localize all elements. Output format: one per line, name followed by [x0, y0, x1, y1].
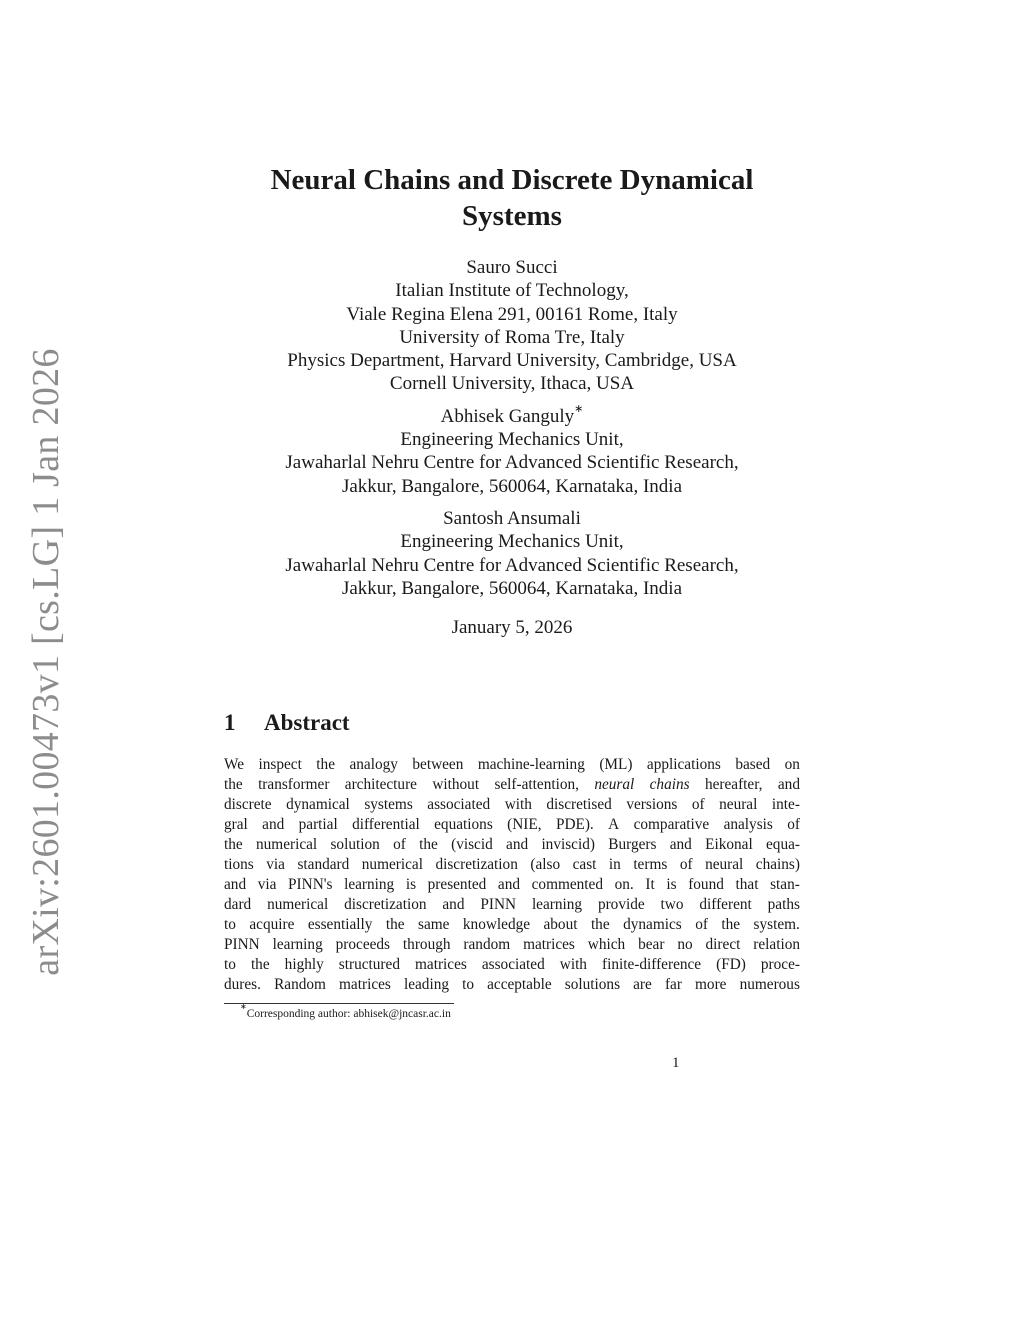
abstract-line	[224, 975, 800, 995]
author-name: Santosh Ansumali	[443, 507, 581, 529]
abstract-word: commented	[531, 876, 603, 893]
abstract-line	[224, 795, 800, 815]
abstract-word: on.	[614, 876, 634, 893]
abstract-word: discretization	[344, 896, 427, 913]
abstract-word: partial	[298, 816, 338, 833]
affiliation-line: Jakkur, Bangalore, 560064, Karnataka, India	[341, 577, 683, 599]
abstract-word: analysis	[723, 816, 773, 833]
abstract-word-italic: neural	[594, 776, 635, 793]
abstract-word: discretised	[546, 796, 612, 813]
abstract-word: standard	[297, 856, 350, 873]
abstract-word: of	[393, 836, 406, 853]
abstract-word: acquire	[249, 916, 295, 933]
abstract-word: finite-difference	[602, 956, 702, 973]
abstract-word: transformer	[258, 776, 330, 793]
author-name-row	[212, 405, 812, 428]
abstract-word: analogy	[349, 756, 398, 773]
abstract-word: inviscid)	[541, 836, 595, 853]
abstract-word: systems	[364, 796, 413, 813]
abstract-word: the	[316, 756, 335, 773]
abstract-word: learning	[344, 876, 395, 893]
abstract-word: based	[735, 756, 771, 773]
page-number: 1	[672, 1055, 680, 1071]
abstract-word: (viscid	[451, 836, 493, 853]
abstract-line	[224, 835, 800, 855]
abstract-line	[224, 915, 800, 935]
abstract-word: of	[679, 856, 693, 873]
paper-title	[212, 162, 812, 234]
abstract-word: PINN	[480, 896, 517, 913]
abstract-word: and	[224, 876, 247, 893]
abstract-word: architecture	[344, 776, 417, 793]
abstract-word: Eikonal	[705, 836, 753, 853]
abstract-word: relation	[753, 936, 800, 953]
abstract-word: the	[224, 836, 243, 853]
publication-date: January 5, 2026	[451, 617, 573, 639]
abstract-word: applications	[646, 756, 721, 773]
abstract-word: same	[418, 916, 450, 933]
abstract-word: knowledge	[462, 916, 531, 933]
abstract-word: (ML)	[599, 756, 633, 773]
section-title: Abstract	[264, 710, 350, 735]
abstract-word: hereafter,	[704, 776, 763, 793]
abstract-word: (also	[530, 856, 561, 873]
paper-title-line: Neural Chains and Discrete Dynamical	[270, 164, 754, 196]
abstract-word: to	[224, 956, 236, 973]
abstract-word: numerical	[256, 836, 318, 853]
affiliation-line: Italian Institute of Technology,	[395, 280, 629, 302]
affiliation-line: Jawaharlal Nehru Centre for Advanced Scientific Research,	[285, 452, 739, 474]
abstract-word: Random	[274, 976, 326, 993]
abstract-word: It	[645, 876, 655, 893]
abstract-word: that	[735, 876, 759, 893]
abstract-word: the	[419, 836, 438, 853]
abstract-word: PINN	[224, 936, 260, 953]
abstract-word: is	[666, 876, 677, 893]
abstract-word: no	[677, 936, 693, 953]
abstract-word: numerical	[361, 856, 423, 873]
author-name: Abhisek Ganguly	[440, 405, 575, 427]
affiliation-line: Physics Department, Harvard University, Cambridge, USA	[287, 350, 737, 372]
abstract-word: gral	[224, 816, 248, 833]
abstract-word: via	[266, 856, 285, 873]
abstract-word: (FD)	[716, 956, 746, 973]
author-block	[212, 256, 812, 396]
abstract-word: chains)	[755, 856, 800, 873]
abstract-word: is	[405, 876, 417, 893]
abstract-word: discrete	[224, 796, 272, 813]
abstract-word: in	[608, 856, 621, 873]
affiliation-line: Engineering Mechanics Unit,	[400, 531, 624, 553]
abstract-word: the	[224, 776, 243, 793]
abstract-word: solution	[330, 836, 380, 853]
abstract-line	[224, 895, 800, 915]
abstract-word: paths	[767, 896, 800, 913]
abstract-word: equa-	[766, 836, 800, 853]
abstract-word: dynamical	[286, 796, 350, 813]
abstract-word: terms	[633, 856, 668, 873]
abstract-word: PDE).	[555, 816, 594, 833]
abstract-line	[224, 875, 800, 895]
abstract-word: the	[385, 916, 405, 933]
paper-title-line: Systems	[462, 200, 562, 232]
abstract-word: learning	[531, 896, 583, 913]
abstract-word: and	[669, 836, 692, 853]
abstract-word: associated	[427, 796, 491, 813]
abstract-word: and	[497, 876, 520, 893]
abstract-line-with-italic	[224, 775, 800, 795]
abstract-word: on	[784, 756, 800, 773]
arxiv-identifier-stamp: arXiv:2601.00473v1 [cs.LG] 1 Jan 2026	[25, 348, 67, 976]
abstract-word: dard	[224, 896, 252, 913]
abstract-word: the	[250, 956, 270, 973]
abstract-word: associated	[481, 956, 545, 973]
abstract-word: and	[777, 776, 800, 793]
abstract-word: two	[660, 896, 684, 913]
abstract-word: neural	[705, 856, 744, 873]
abstract-word: random	[463, 936, 511, 953]
abstract-word: the	[721, 916, 741, 933]
abstract-word: acceptable	[487, 976, 552, 993]
abstract-word: proceeds	[335, 936, 391, 953]
abstract-word: Burgers	[608, 836, 657, 853]
abstract-word: essentially	[307, 916, 373, 933]
author-block	[212, 507, 812, 600]
abstract-word: matrices	[523, 936, 575, 953]
abstract-word: and	[262, 816, 285, 833]
abstract-word: proce-	[760, 956, 800, 973]
abstract-word: inte-	[771, 796, 800, 813]
abstract-word: leading	[403, 976, 449, 993]
abstract-word: (NIE,	[507, 816, 542, 833]
abstract-word: differential	[352, 816, 420, 833]
abstract-word: direct	[705, 936, 741, 953]
abstract-word: of	[695, 916, 708, 933]
abstract-word: about	[543, 916, 578, 933]
footnote	[240, 1002, 451, 1020]
abstract-word: machine-learning	[477, 756, 585, 773]
abstract-word: presented	[427, 876, 487, 893]
section-number: 1	[224, 710, 236, 735]
abstract-word: self-attention,	[494, 776, 579, 793]
corresponding-author-marker: ∗	[574, 403, 584, 416]
abstract-word: which	[587, 936, 626, 953]
abstract-word: between	[412, 756, 464, 773]
affiliation-line: Engineering Mechanics Unit,	[400, 429, 624, 451]
abstract-word: learning	[272, 936, 323, 953]
abstract-line	[224, 815, 800, 835]
abstract-word: and	[506, 836, 529, 853]
abstract-word: to	[462, 976, 475, 993]
abstract-word: We	[224, 756, 245, 773]
abstract-word: with	[559, 956, 587, 973]
abstract-word: equations	[434, 816, 493, 833]
abstract-word: are	[633, 976, 652, 993]
affiliation-line: Jawaharlal Nehru Centre for Advanced Scientific Research,	[285, 554, 739, 576]
footnote-marker: ∗	[240, 1002, 247, 1012]
abstract-word: versions	[626, 796, 678, 813]
abstract-word: numerical	[267, 896, 329, 913]
section-heading-abstract	[224, 710, 350, 736]
abstract-word: highly	[284, 956, 324, 973]
affiliation-line: Jakkur, Bangalore, 560064, Karnataka, India	[341, 475, 683, 497]
abstract-word-italic: chains	[649, 776, 690, 793]
abstract-word: neural	[719, 796, 758, 813]
abstract-word: different	[699, 896, 752, 913]
abstract-word: numerous	[739, 976, 800, 993]
abstract-word: matrices	[339, 976, 391, 993]
abstract-word: found	[688, 876, 724, 893]
abstract-word: to	[224, 916, 236, 933]
abstract-word: A	[608, 816, 620, 833]
affiliation-line: University of Roma Tre, Italy	[399, 326, 625, 348]
abstract-word: structured	[338, 956, 400, 973]
abstract-word: of	[691, 796, 705, 813]
abstract-word: without	[432, 776, 480, 793]
abstract-word: matrices	[415, 956, 467, 973]
abstract-word: bear	[638, 936, 665, 953]
abstract-word: more	[695, 976, 727, 993]
footnote-text: Corresponding author: abhisek@jncasr.ac.in	[246, 1008, 451, 1020]
abstract-word: stan-	[770, 876, 800, 893]
abstract-word: the	[590, 916, 610, 933]
abstract-word: of	[787, 816, 800, 833]
affiliation-line: Cornell University, Ithaca, USA	[389, 373, 635, 395]
abstract-line	[224, 955, 800, 975]
author-list	[212, 256, 812, 639]
abstract-word: dures.	[224, 976, 261, 993]
abstract-word: dynamics	[623, 916, 682, 933]
abstract-word: tions	[224, 856, 254, 873]
abstract-word: inspect	[258, 756, 302, 773]
abstract-word: via	[257, 876, 277, 893]
author-block	[212, 405, 812, 498]
abstract-word: discretization	[435, 856, 518, 873]
abstract-word: comparative	[633, 816, 710, 833]
abstract-word: provide	[597, 896, 645, 913]
abstract-word: and	[442, 896, 465, 913]
affiliation-line: Viale Regina Elena 291, 00161 Rome, Italy	[346, 303, 678, 325]
abstract-word: through	[402, 936, 451, 953]
abstract-word: with	[504, 796, 532, 813]
abstract-word: PINN's	[288, 876, 333, 893]
abstract-word: system.	[753, 916, 800, 933]
abstract-word: far	[664, 976, 682, 993]
author-name: Sauro Succi	[466, 257, 558, 278]
abstract-word: solutions	[564, 976, 621, 993]
abstract-body	[224, 755, 800, 995]
abstract-line	[224, 855, 800, 875]
abstract-line	[224, 935, 800, 955]
footnote-rule	[224, 1003, 454, 1004]
abstract-line	[224, 755, 800, 775]
abstract-word: cast	[572, 856, 597, 873]
